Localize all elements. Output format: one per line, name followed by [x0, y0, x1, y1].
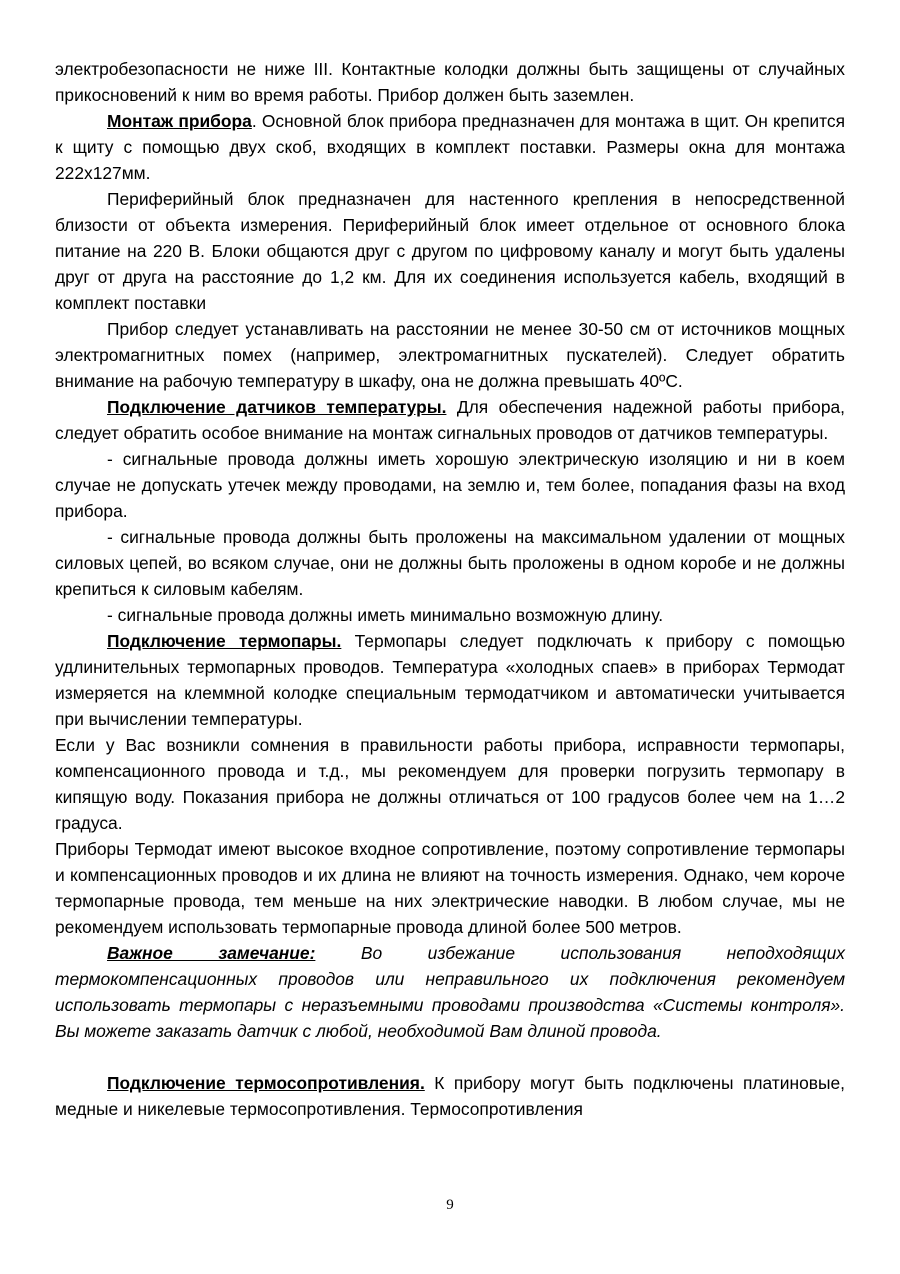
paragraph-important-note [55, 940, 845, 1044]
paragraph-peripheral-block: Периферийный блок предназначен для настенного крепления в непосредственной близости от объекта измерения. Периферийный блок имеет отдельное от основного блока питание на 220 В. Блоки общаются друг с другом по цифровому каналу и могут быть удалены друг от друга на расстояние до 1,2 км. Для их соединения используется кабель, входящий в комплект поставки [55, 189, 845, 313]
heading-rtd-connection: Подключение термосопротивления. [107, 1073, 425, 1093]
paragraph-mounting [55, 108, 845, 186]
text-important-note: Во избежание использования неподходящих термокомпенсационных проводов или неправильного их подключения рекомендуем использовать термопары с неразъемными проводами производства «Системы контроля». Вы можете заказать датчик с любой, необходимой Вам длиной провода. [55, 943, 845, 1041]
paragraph-installation-distance: Прибор следует устанавливать на расстоянии не менее 30-50 см от источников мощных электромагнитных помех (например, электромагнитных пускателей). Следует обратить внимание на рабочую температуру в шкафу, она не должна превышать 40ºС. [55, 319, 845, 391]
list-item-routing: - сигнальные провода должны быть проложены на максимальном удалении от мощных силовых цепей, во всяком случае, они не должны быть проложены в одном коробе и не должны крепиться к силовым кабелям. [55, 527, 845, 599]
text-mounting: . Основной блок прибора предназначен для монтажа в щит. Он крепится к щиту с помощью двух скоб, входящих в комплект поставки. Размеры окна для монтажа 222х127мм. [55, 111, 845, 183]
heading-mounting: Монтаж прибора [107, 111, 252, 131]
heading-important-note: Важное замечание: [107, 943, 316, 963]
paragraph-thermocouple [55, 628, 845, 732]
paragraph-input-resistance: Приборы Термодат имеют высокое входное сопротивление, поэтому сопротивление термопары и компенсационных проводов и их длина не влияют на точность измерения. Однако, чем короче термопарные провода, тем меньше на них электрические наводки. В любом случае, мы не рекомендуем использовать термопарные провода длиной более 500 метров. [55, 839, 845, 937]
page-number: 9 [446, 1197, 454, 1213]
spacer [55, 1044, 845, 1070]
list-item-insulation: - сигнальные провода должны иметь хорошую электрическую изоляцию и ни в коем случае не допускать утечек между проводами, на землю и, тем более, попадания фазы на вход прибора. [55, 449, 845, 521]
paragraph-sensor-connection [55, 394, 845, 446]
heading-thermocouple: Подключение термопары. [107, 631, 342, 651]
paragraph-safety: электробезопасности не ниже III. Контактные колодки должны быть защищены от случайных прикосновений к ним во время работы. Прибор должен быть заземлен. [55, 59, 845, 105]
paragraph-rtd-connection [55, 1070, 845, 1122]
text-rtd-connection: К прибору могут быть подключены платиновые, медные и никелевые термосопротивления. Термосопротивления [55, 1073, 845, 1119]
paragraph-boiling-water-test: Если у Вас возникли сомнения в правильности работы прибора, исправности термопары, компенсационного провода и т.д., мы рекомендуем для проверки погрузить термопару в кипящую воду. Показания прибора не должны отличаться от 100 градусов более чем на 1…2 градуса. [55, 735, 845, 833]
text-thermocouple: Термопары следует подключать к прибору с помощью удлинительных термопарных проводов. Температура «холодных спаев» в приборах Термодат измеряется на клеммной колодке специальным термодатчиком и автоматически учитывается при вычислении температуры. [55, 631, 846, 729]
text-sensor-connection: Для обеспечения надежной работы прибора, следует обратить особое внимание на монтаж сигнальных проводов от датчиков температуры. [55, 397, 845, 443]
list-item-length: - сигнальные провода должны иметь минимально возможную длину. [107, 605, 664, 625]
heading-sensor-connection: Подключение датчиков температуры. [107, 397, 447, 417]
document-page [55, 56, 845, 1122]
